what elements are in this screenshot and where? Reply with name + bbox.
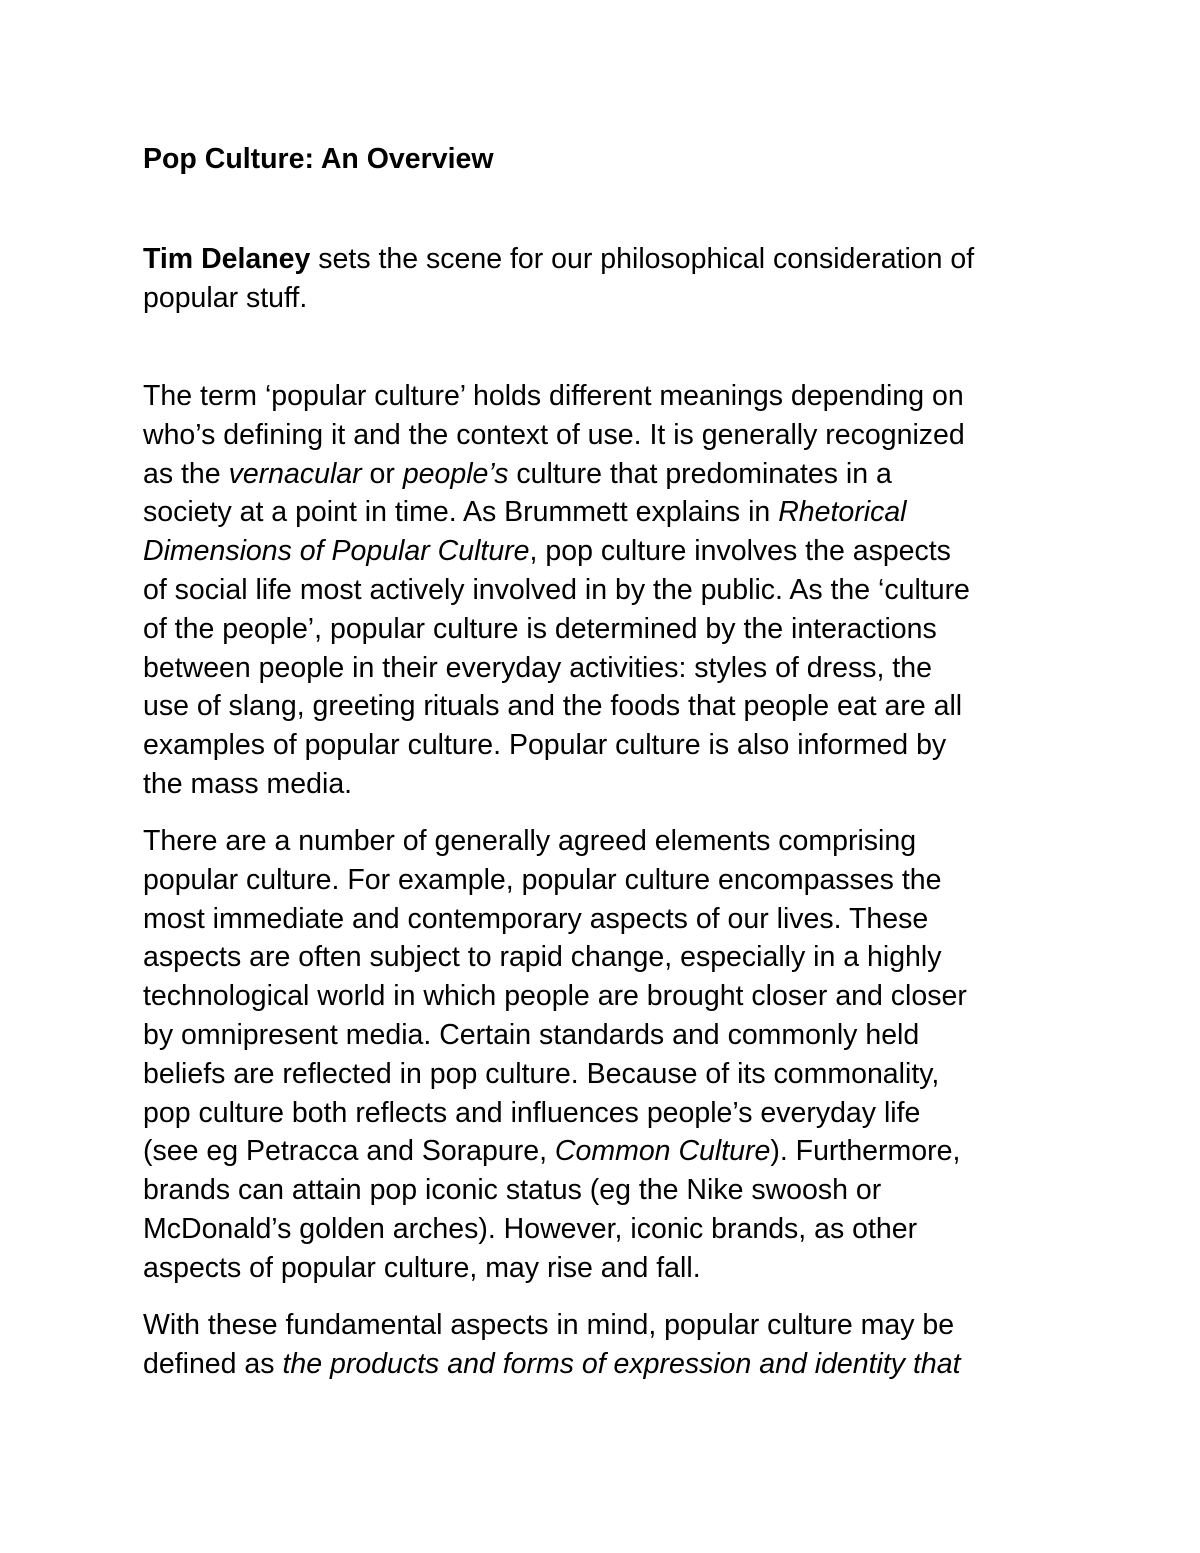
paragraph-line: beliefs are reflected in pop culture. Because of its commonality, bbox=[143, 1057, 940, 1090]
paragraph-line bbox=[143, 1345, 1073, 1384]
paragraph-line: brands can attain pop iconic status (eg the Nike swoosh or bbox=[143, 1174, 882, 1207]
italic-definition: the products and forms of expression and identity that bbox=[282, 1347, 961, 1380]
paragraph-line: examples of popular culture. Popular culture is also informed by bbox=[143, 729, 947, 762]
italic-term: people’s bbox=[402, 457, 509, 490]
author-name: Tim Delaney bbox=[143, 243, 311, 275]
paragraph-line bbox=[143, 493, 1073, 532]
byline-text: sets the scene for our philosophical consideration of bbox=[310, 243, 975, 275]
paragraph-line: pop culture both reflects and influences people’s everyday life bbox=[143, 1096, 921, 1129]
paragraph-line bbox=[143, 532, 1073, 571]
book-title: Common Culture bbox=[554, 1135, 771, 1168]
paragraph-1 bbox=[143, 377, 1073, 804]
paragraph-line: With these fundamental aspects in mind, popular culture may be bbox=[143, 1309, 955, 1341]
paragraph-line: popular culture. For example, popular culture encompasses the bbox=[143, 863, 942, 896]
text-run: , pop culture involves the aspects bbox=[529, 535, 951, 568]
paragraph-3 bbox=[143, 1306, 1073, 1384]
paragraph-line: by omnipresent media. Certain standards and commonly held bbox=[143, 1018, 920, 1051]
paragraph-line bbox=[143, 1132, 1073, 1171]
paragraph-line: McDonald’s golden arches). However, iconic brands, as other bbox=[143, 1212, 918, 1245]
paragraph-line bbox=[143, 455, 1073, 494]
book-title: Rhetorical bbox=[778, 496, 907, 529]
paragraph-line: There are a number of generally agreed elements comprising bbox=[143, 825, 917, 857]
byline bbox=[143, 240, 1073, 318]
paragraph-line: aspects are often subject to rapid change, especially in a highly bbox=[143, 941, 942, 974]
paragraph-line: most immediate and contemporary aspects of our lives. These bbox=[143, 902, 929, 935]
italic-term: vernacular bbox=[228, 457, 362, 490]
text-run: as the bbox=[143, 457, 229, 490]
text-run: or bbox=[361, 457, 403, 490]
paragraph-line: use of slang, greeting rituals and the foods that people eat are all bbox=[143, 690, 963, 723]
text-run: culture that predominates in a bbox=[508, 457, 892, 490]
text-run: ). Furthermore, bbox=[770, 1135, 961, 1168]
book-title: Dimensions of Popular Culture bbox=[143, 535, 530, 568]
paragraph-line: aspects of popular culture, may rise and fall. bbox=[143, 1251, 701, 1284]
paragraph-2 bbox=[143, 822, 1073, 1288]
paragraph-line: of social life most actively involved in by the public. As the ‘culture bbox=[143, 573, 970, 606]
text-run: society at a point in time. As Brummett explains in bbox=[143, 496, 779, 529]
paragraph-line: The term ‘popular culture’ holds different meanings depending on bbox=[143, 380, 964, 412]
paragraph-line: between people in their everyday activities: styles of dress, the bbox=[143, 651, 932, 684]
byline-line-1 bbox=[143, 240, 1073, 279]
paragraph-line: the mass media. bbox=[143, 767, 353, 800]
byline-line-2: popular stuff. bbox=[143, 281, 308, 314]
paragraph-line: who’s defining it and the context of use. It is generally recognized bbox=[143, 418, 965, 451]
page-title: Pop Culture: An Overview bbox=[143, 143, 494, 175]
paragraph-line: of the people’, popular culture is determined by the interactions bbox=[143, 612, 937, 645]
text-run: defined as bbox=[143, 1347, 283, 1380]
paragraph-line: technological world in which people are brought closer and closer bbox=[143, 980, 967, 1013]
text-run: (see eg Petracca and Sorapure, bbox=[143, 1135, 555, 1168]
document-body bbox=[143, 140, 1073, 1380]
